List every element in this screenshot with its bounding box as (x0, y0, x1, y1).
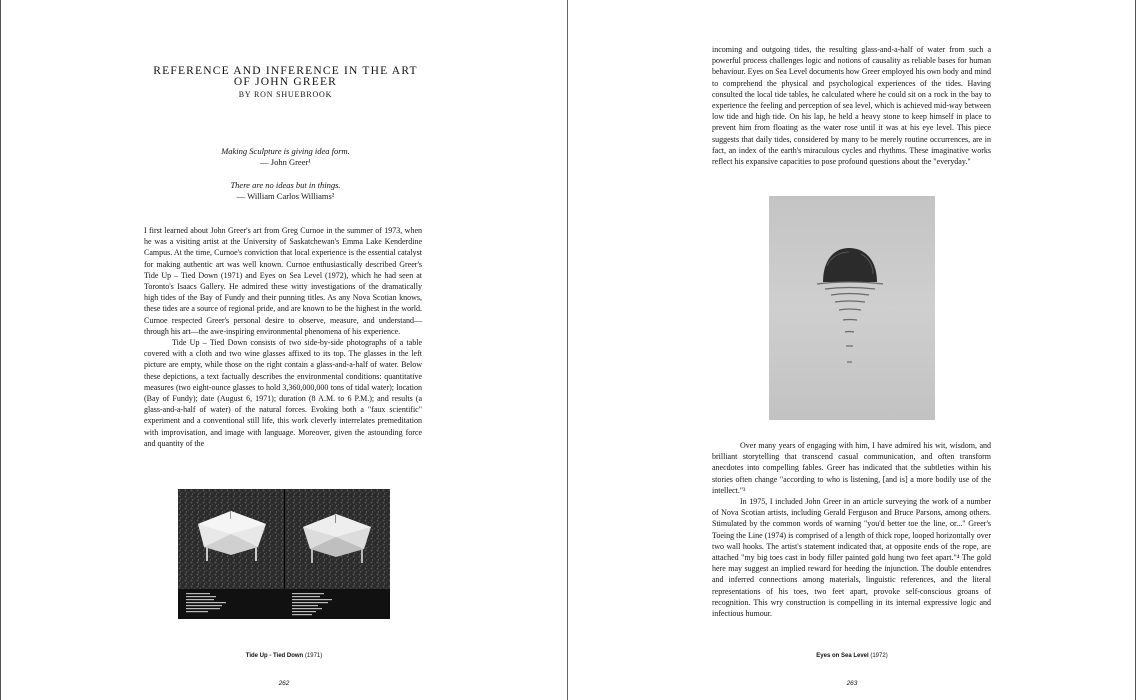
page-number-right: 263 (846, 680, 858, 687)
epigraph-1-quote: Making Sculpture is giving idea form. (221, 146, 350, 156)
caption-title: Eyes on Sea Level (816, 653, 869, 659)
caption-year: (1972) (870, 653, 888, 659)
epigraph-2 (143, 180, 428, 202)
paragraph-1: I first learned about John Greer's art from Greg Curnoe in the summer of 1973, when he was a visiting artist at the University of Saskatchewan's Emma Lake Kenderdine Campus. At the time, Curnoe's conviction that local experience is the essential catalyst for making authentic art was well known. Curnoe enthusiastically described Greer's Tide Up – Tied Down (1971) and Eyes on Sea Level (1972), which he had seen at Toronto's Isaacs Gallery. He admired these witty investigations of the dramatically high tides of the Bay of Fundy and their punning titles. As any Nova Scotian knows, these tides are a source of regional pride, and are known to be the highest in the world. Curnoe respected Greer's personal desire to observe, measure, and understand—through his art—the awe-inspiring environmental phenomena of his experience. (144, 226, 422, 336)
page-number-left: 262 (278, 680, 290, 687)
title-line-1: REFERENCE AND INFERENCE IN THE ART (153, 65, 418, 77)
paragraph-2: Tide Up – Tied Down consists of two side-by-side photographs of a table covered with a cloth and two wine glasses affixed to its top. The glasses in the left picture are empty, while those on the right contain a glass-and-a-half of water. Below these depictions, a text factually describes the environmental conditions: quantitative measures (two eight-ounce glasses to hold 3,360,000,000 tons of tidal water); location (Bay of Fundy); date (August 6, 1971); duration (8 A.M. to 6 P.M.); and results (a glass-and-a-half of water) of the natural forces. Evoking both a "faux scientific" experiment and a conventional still life, this work cleverly interrelates premeditation with improvisation, and image with language. Moreover, given the astounding force and quantity of the (144, 338, 422, 448)
caption-year: (1971) (304, 653, 323, 659)
left-body-text (144, 225, 422, 449)
tide-photo-caption (178, 653, 390, 659)
article-title (143, 66, 428, 87)
title-line-2: OF JOHN GREER (233, 75, 338, 88)
caption-title: Tide Up - Tied Down (245, 653, 304, 659)
right-page (568, 0, 1136, 700)
epigraph-1-attribution: — John Greer¹ (260, 157, 311, 167)
paragraph-a: Over many years of engaging with him, I have admired his wit, wisdom, and brilliant storytelling that transcend casual communication, and often transform anecdotes into compelling fables. Greer has indicated that the subtleties within his stories often change "according to who is listening, [and is] a more bodily use of the intellect."³ (712, 441, 991, 495)
left-page (0, 0, 567, 700)
eyes-photo-graphic (769, 196, 935, 420)
tide-photo-graphic (178, 489, 390, 619)
byline: BY RON SHUEBROOK (238, 90, 333, 99)
eyes-on-sea-level-photo (769, 196, 935, 420)
eyes-photo-caption (769, 653, 935, 659)
tide-up-tied-down-photo (178, 489, 390, 619)
right-body-text-top (712, 44, 991, 167)
right-body-text-bottom (712, 440, 991, 619)
epigraph-2-attribution: — William Carlos Williams² (236, 191, 335, 201)
paragraph-continued: incoming and outgoing tides, the resulting glass-and-a-half of water from such a powerful process challenges logic and notions of causality as reliable bases for human behaviour. Eyes on Sea Level documents how Greer employed his own body and mind to comprehend the physical and psychological experiences of the tides. Having consulted the local tide tables, he calculated where he could sit on a rock in the bay to experience the feeling and perception of sea level, which is achieved mid-way between low tide and high tide. On his lap, he held a heavy stone to keep himself in place to prevent him from floating as the water rose until it was at his eye level. This piece suggests that daily tides, considered by many to be merely routine occurrences, are in fact, an index of the earth's miraculous cycles and rhythms. These imaginative works reflect his expansive capacities to pose profound questions about the "everyday." (712, 45, 991, 167)
paragraph-b: In 1975, I included John Greer in an article surveying the work of a number of Nova Scotian artists, including Gerald Ferguson and Bruce Parsons, among others. Stimulated by the common words of warning "you'd better toe the line, or..." Greer's Toeing the Line (1974) is comprised of a length of thick rope, looped horizontally over two wall hooks. The artist's statement indicated that, at opposite ends of the rope, are attached "my big toes cast in body filler painted gold hung two feet apart."⁴ The gold here may suggest an implied reward for heeding the injunction. The double entendres and inferred connections among materials, linguistic references, and the literal representations of his toes, two feet apart, provoke self-conscious groans of recognition. This wry construction is compelling in its internal expressive logic and infectious humour. (712, 497, 991, 619)
epigraph-1 (143, 146, 428, 168)
epigraph-2-quote: There are no ideas but in things. (230, 180, 341, 190)
